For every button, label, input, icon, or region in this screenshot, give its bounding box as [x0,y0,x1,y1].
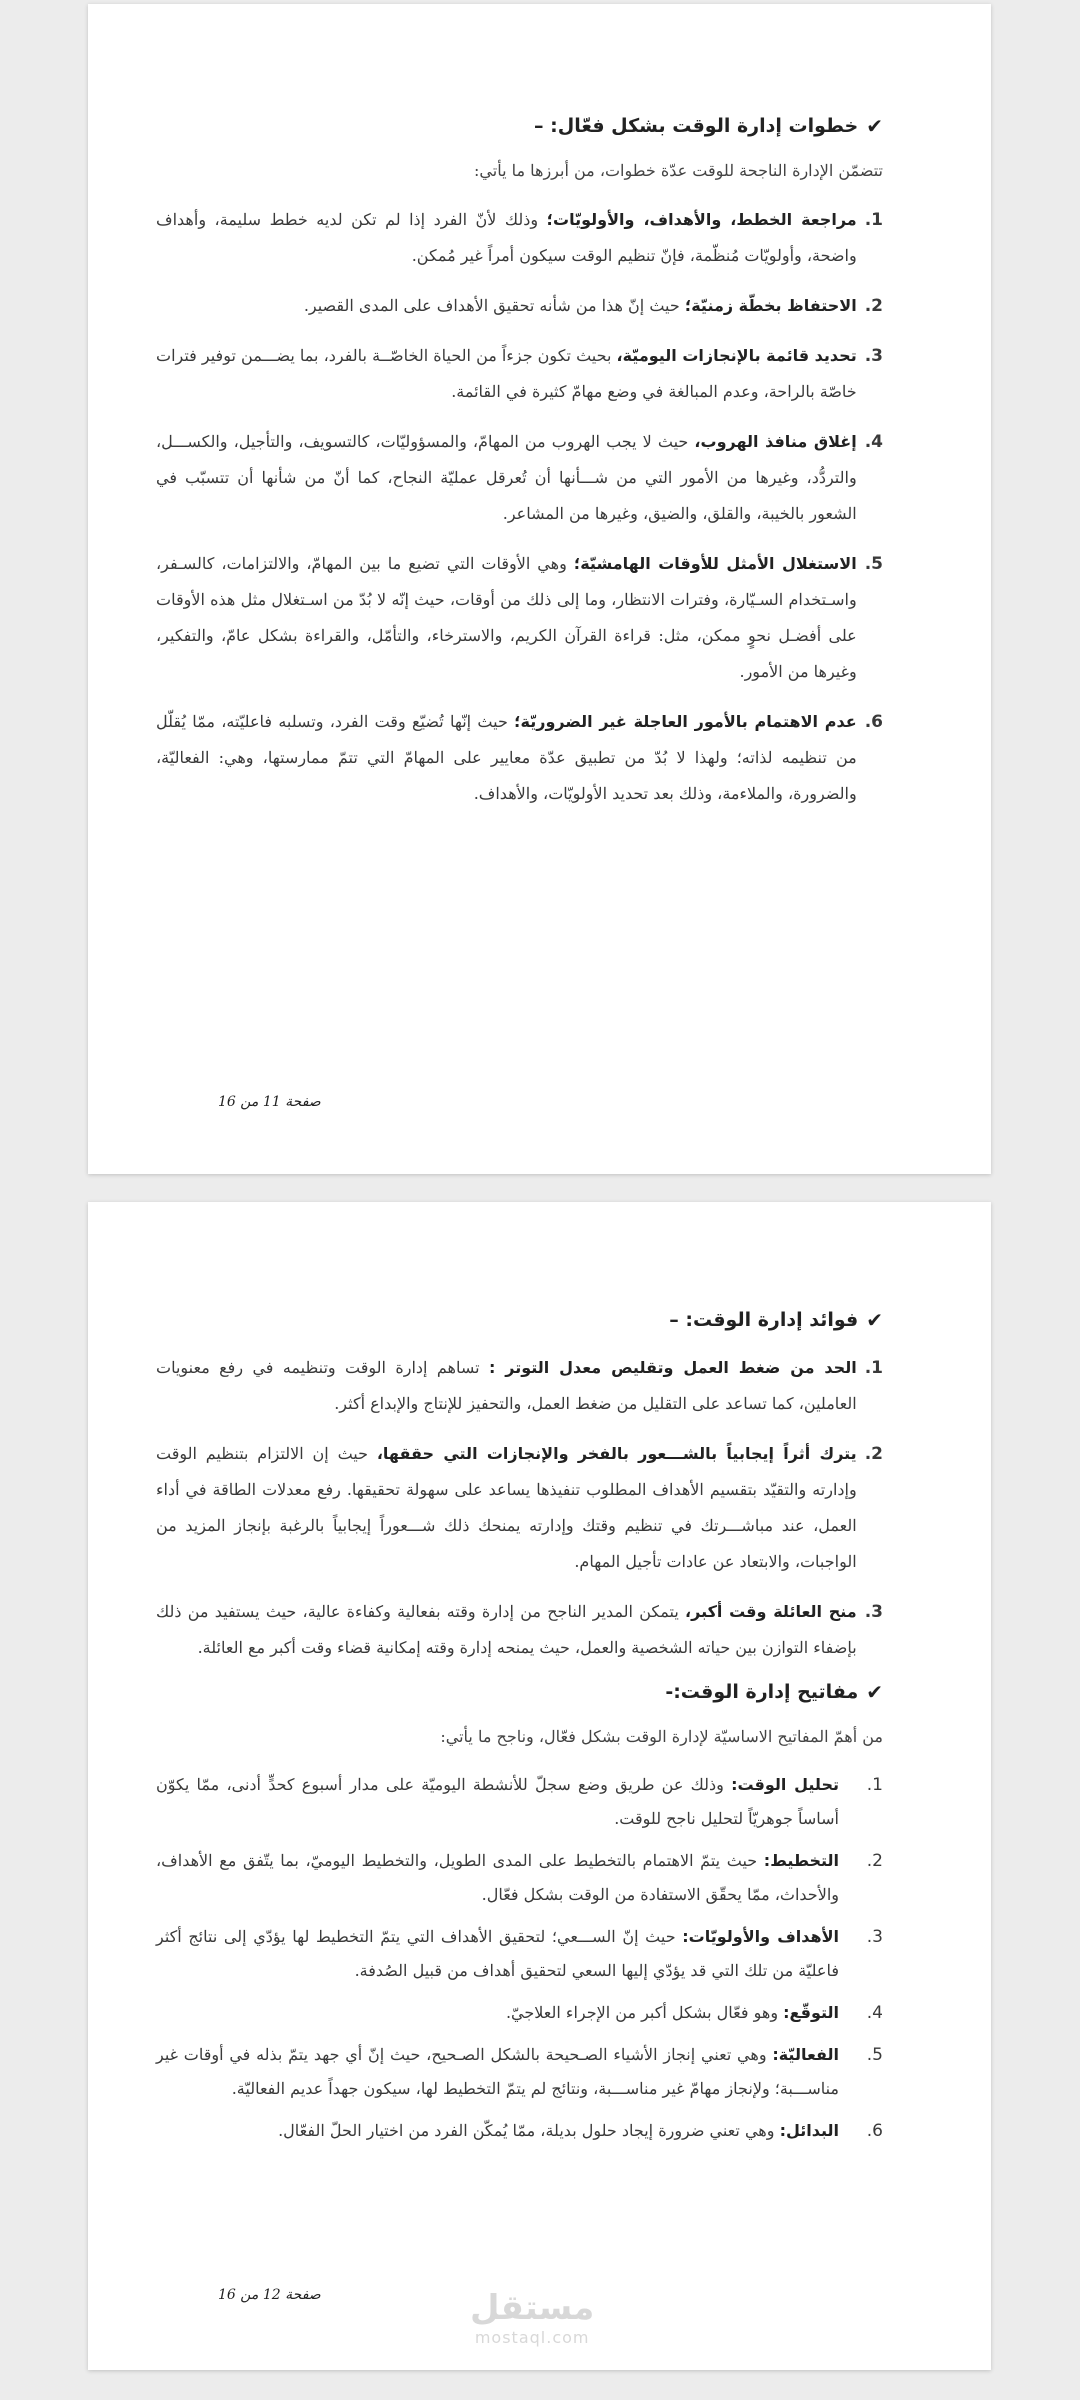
check-icon: ✔ [866,1308,883,1332]
document-page-12 [88,1202,991,2370]
item-text: يتمكن المدير الناجح من إدارة وقته بفعالية وكفاءة عالية، حيث يستفيد من ذلك بإضفاء التوازن بين حياته الشخصية والعمل، حيث يمنحه إدارة وقته إمكانية قضاء وقت أكبر مع العائلة. [156,1602,857,1657]
item-term: البدائل: [779,2121,839,2140]
watermark-arabic: مستقل [470,2288,595,2328]
item-term: الفعاليّة: [772,2045,839,2064]
item-term: مراجعة الخطط، والأهداف، والأولويّات؛ [546,210,857,229]
item-text: حيث إن الالتزام بتنظيم الوقت وإدارته والتقيّد بتقسيم الأهداف المطلوب تنفيذها يساعد على سهولة تحقيقها. رفع معدلات الطاقة في أداء العمل، عند مباشـــرتك في تنظيم وقتك وإدارته يمنحك ذلك شـــعوراً إيجابياً بالرغبة بإنجاز المزيد من الواجبات، والابتعاد عن عادات تأجيل المهام. [156,1444,857,1571]
item-term: إغلاق منافذ الهروب، [694,432,857,451]
item-number: 1. [866,1775,883,1795]
list-item [156,202,883,274]
list-item [156,424,883,532]
item-number: 2. [864,1444,883,1464]
item-number: 2. [864,296,883,316]
list-item [156,1844,883,1912]
item-term: الأهداف والأولويّات: [682,1927,839,1946]
item-number: 3. [864,1602,883,1622]
list-item [156,1350,883,1422]
item-text: وهي الأوقات التي تضيع ما بين المهامّ، والالتزامات، كالسـفر، واسـتخدام السـيّارة، وفترات الانتظار، وما إلى ذلك من أوقات، حيث إنّه لا بُدّ من اسـتغلال مثل هذه الأوقات على أفضـل نحوٍ ممكن، مثل: قراءة القرآن الكريم، والاسترخاء، والتأمّل، والقراءة بشكل عامّ، والتفكير، وغيرها من الأمور. [156,554,857,681]
item-text: حيث إنّها تُضيّع وقت الفرد، وتسلبه فاعليّته، ممّا يُقلّل من تنظيمه لذاته؛ ولهذا لا بُدّ من تطبيق عدّة معايير على المهامّ التي تتمّ ممارستها، وهي: الفعاليّة، والضرورة، والملاءمة، وذلك بعد تحديد الأولويّات، والأهداف. [156,712,857,803]
item-number: 4. [866,2003,883,2023]
list-item [156,338,883,410]
item-text: وهي تعني إنجاز الأشياء الصـحيحة بالشكل الصـحيح، حيث إنّ أي جهد يتمّ بذله في أوقات غير مناســـبة؛ ولإنجاز مهامّ غير مناســـبة، ونتائج لم يتمّ التخطيط لها، سيكون جهداً عديم الفعاليّة. [156,2045,839,2098]
item-text: وذلك لأنّ الفرد إذا لم تكن لديه خطط سليمة، وأهداف واضحة، وأولويّات مُنظّمة، فإنّ تنظيم الوقت سيكون أمراً غير مُمكن. [156,210,857,265]
list-item [156,2114,883,2148]
item-number: 3. [866,1927,883,1947]
item-text: حيث يتمّ الاهتمام بالتخطيط على المدى الطويل، والتخطيط اليوميّ، بما يتّفق مع الأهداف، والأحداث، ممّا يحقّق الاستفادة من الوقت بشكل فعّال. [156,1851,839,1904]
check-icon: ✔ [866,114,883,138]
item-text: حيث لا يجب الهروب من المهامّ، والمسؤوليّات، كالتسويف، والتأجيل، والكســـل، والتردُّد، وغيرها من الأمور التي من شـــأنها أن تُعرقل عمليّة النجاح، كما أنّ من شأنها أن تتسبّب في الشعور بالخيبة، والقلق، والضيق، وغيرها من المشاعر. [156,432,857,523]
page-number: صفحة 12 من 16 [218,2287,321,2303]
benefits-list [156,1350,883,1666]
check-icon: ✔ [866,1680,883,1704]
item-term: عدم الاهتمام بالأمور العاجلة غير الضروريّة؛ [514,712,857,731]
item-text: بحيث تكون جزءاً من الحياة الخاصّــة بالفرد، بما يضـــمن توفير فترات خاصّة بالراحة، وعدم المبالغة في وضع مهامّ كثيرة في القائمة. [156,346,857,401]
item-number: 1. [864,1358,883,1378]
watermark-latin: mostaql.com [474,2328,590,2347]
item-term: منح العائلة وقت أكبر، [685,1602,857,1621]
document-page-11 [88,4,991,1174]
keys-list [156,1768,883,2148]
item-text: وذلك عن طريق وضع سجلّ للأنشطة اليوميّة على مدار أسبوع كحدٍّ أدنى، ممّا يكوّن أساساً جوهريّاً لتحليل ناجح للوقت. [156,1775,839,1828]
list-item [156,546,883,690]
item-number: 1. [864,210,883,230]
section-heading-benefits [156,1308,883,1332]
keys-intro: من أهمّ المفاتيح الاساسيّة لإدارة الوقت بشكل فعّال، وناجح ما يأتي: [440,1727,883,1746]
item-term: تحديد قائمة بالإنجازات اليوميّة، [616,346,857,365]
heading-text: خطوات إدارة الوقت بشكل فعّال: – [534,115,859,137]
item-term: الاحتفاظ بخطّة زمنيّة؛ [684,296,857,315]
list-item [156,2038,883,2106]
item-term: التوقّع: [783,2003,839,2022]
item-number: 4. [864,432,883,452]
steps-intro: تتضمّن الإدارة الناجحة للوقت عدّة خطوات، من أبرزها ما يأتي: [474,161,883,180]
heading-text: مفاتيح إدارة الوقت:- [665,1681,859,1703]
list-item [156,1768,883,1836]
section-heading-steps [156,114,883,138]
item-term: الحد من ضغط العمل وتقليص معدل التوتر : [488,1358,857,1377]
list-item [156,1436,883,1580]
item-number: 6. [864,712,883,732]
list-item [156,1996,883,2030]
item-term: يترك أثراً إيجابياً بالشـــعور بالفخر والإنجازات التي حققها، [376,1444,857,1463]
item-text: حيث إنّ الســـعي؛ لتحقيق الأهداف التي يتمّ التخطيط لها يؤدّي إلى نتائج أكثر فاعليّة من تلك التي قد يؤدّي إليها السعي لتحقيق أهداف من قبيل الصُدفة. [156,1927,839,1980]
item-number: 6. [866,2121,883,2141]
item-term: الاستغلال الأمثل للأوقات الهامشيّة؛ [573,554,857,573]
item-number: 5. [864,554,883,574]
item-text: وهي تعني ضرورة إيجاد حلول بديلة، ممّا يُمكّن الفرد من اختيار الحلّ الفعّال. [278,2121,780,2140]
item-number: 2. [866,1851,883,1871]
list-item [156,1920,883,1988]
item-text: حيث إنّ هذا من شأنه تحقيق الأهداف على المدى القصير. [303,296,685,315]
item-term: تحليل الوقت: [731,1775,839,1794]
section-heading-keys [156,1680,883,1704]
item-number: 3. [864,346,883,366]
item-text: وهو فعّال بشكل أكبر من الإجراء العلاجيّ. [505,2003,784,2022]
item-number: 5. [866,2045,883,2065]
list-item [156,288,883,324]
item-term: التخطيط: [763,1851,839,1870]
item-text: تساهم إدارة الوقت وتنظيمه في رفع معنويات العاملين، كما تساعد على التقليل من ضغط العمل، والتحفيز للإنتاج والإبداع أكثر. [156,1358,857,1413]
steps-list [156,202,883,812]
list-item [156,1594,883,1666]
mostaql-watermark [470,2288,594,2347]
list-item [156,704,883,812]
heading-text: فوائد إدارة الوقت: – [669,1309,859,1331]
page-number: صفحة 11 من 16 [218,1094,321,1110]
